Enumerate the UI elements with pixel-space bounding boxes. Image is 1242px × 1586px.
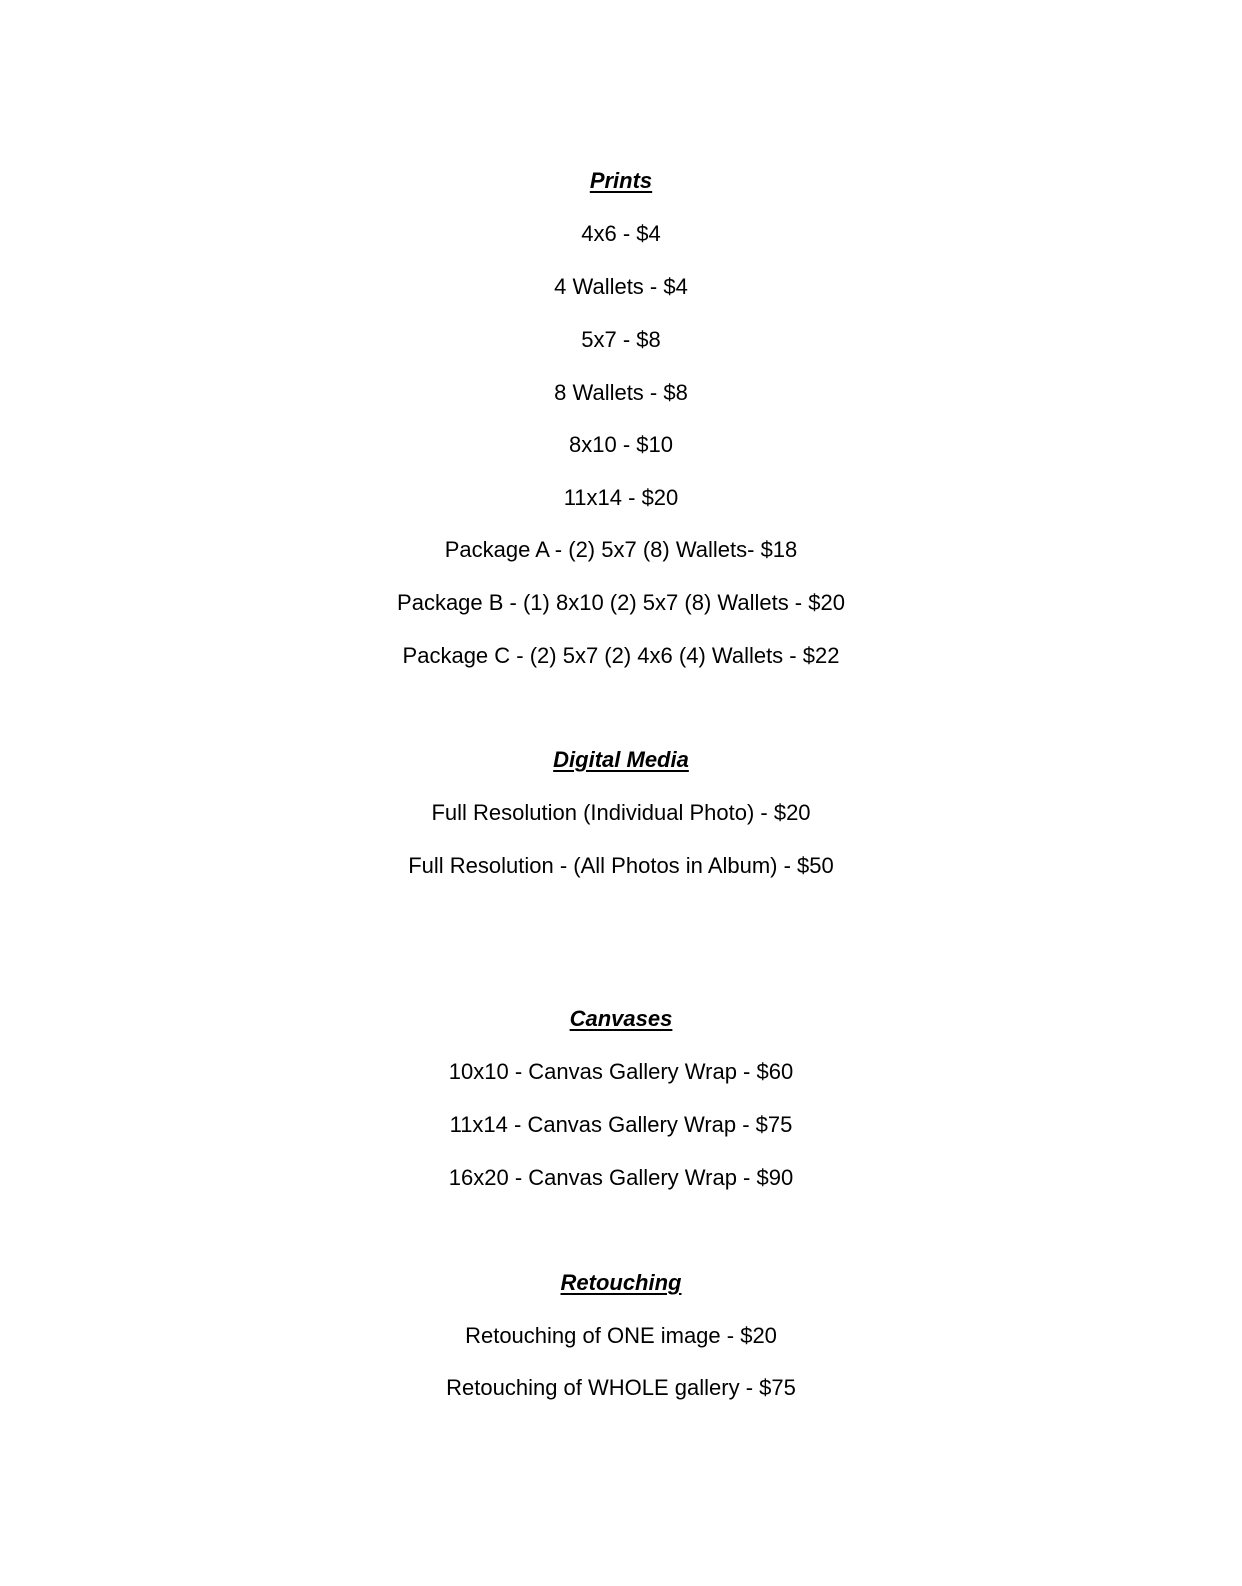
- price-item: 4x6 - $4: [581, 221, 661, 246]
- price-item: 11x14 - Canvas Gallery Wrap - $75: [449, 1112, 793, 1137]
- price-item: 5x7 - $8: [581, 327, 661, 352]
- price-item: 8 Wallets - $8: [554, 380, 688, 405]
- price-item: Retouching of ONE image - $20: [465, 1323, 777, 1348]
- price-item: 8x10 - $10: [569, 432, 673, 457]
- section-heading-prints: Prints: [589, 168, 653, 193]
- section-heading-retouching: Retouching: [560, 1270, 682, 1295]
- package-item: Package B - (1) 8x10 (2) 5x7 (8) Wallets - $20: [397, 590, 845, 615]
- price-item: 10x10 - Canvas Gallery Wrap - $60: [448, 1059, 794, 1084]
- price-item: Full Resolution (Individual Photo) - $20: [431, 800, 811, 825]
- price-item: 16x20 - Canvas Gallery Wrap - $90: [448, 1165, 794, 1190]
- price-item: 11x14 - $20: [563, 485, 679, 510]
- price-item: Full Resolution - (All Photos in Album) - $50: [408, 853, 834, 878]
- section-heading-digital-media: Digital Media: [553, 747, 689, 772]
- price-item: 4 Wallets - $4: [554, 274, 688, 299]
- price-item: Retouching of WHOLE gallery - $75: [446, 1375, 796, 1400]
- package-item: Package C - (2) 5x7 (2) 4x6 (4) Wallets - $22: [402, 643, 840, 668]
- package-item: Package A - (2) 5x7 (8) Wallets- $18: [444, 537, 798, 562]
- section-heading-canvases: Canvases: [569, 1006, 673, 1031]
